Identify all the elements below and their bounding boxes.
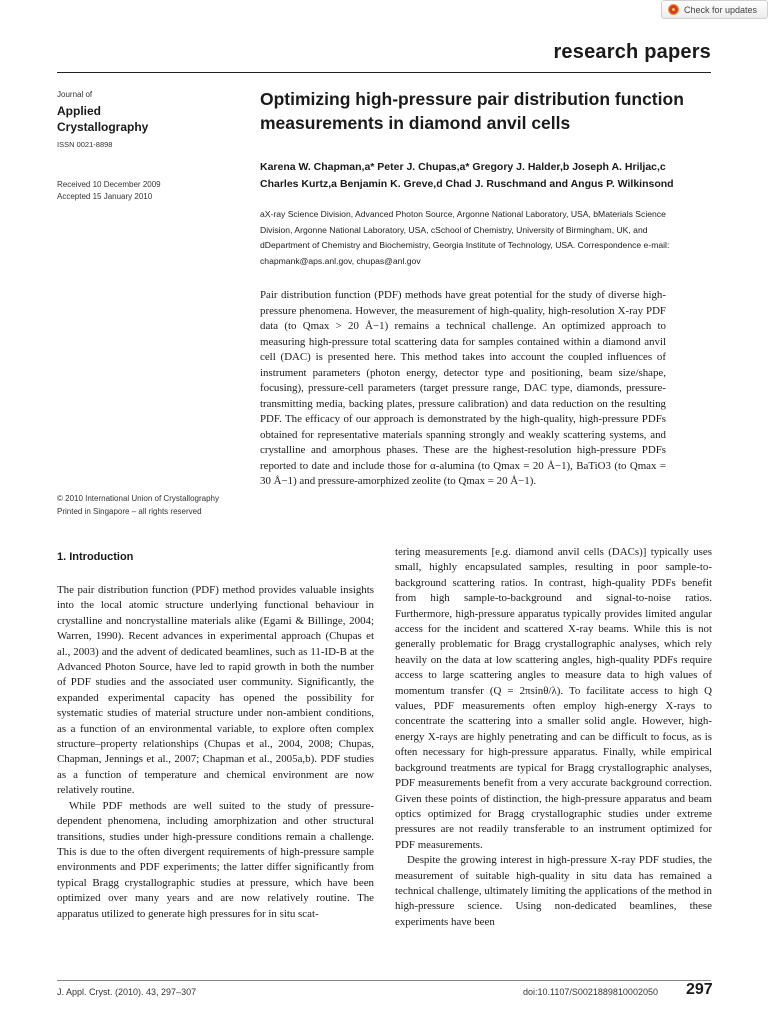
intro-paragraph-2: While PDF methods are well suited to the study of pressure-dependent phenomena, including amorphization and other structural transitions, studies under high-pressure conditions remain a challenge. This is due to the often divergent requirements of high-pressure sample environments and PDF experiments; the latter differ significantly from typical Bragg crystallographic studies at pressure, which have been optimized over many years and are now relatively routine. The apparatus utilized to generate high pressures for in situ scat- [57, 799, 374, 920]
section-title: research papers [553, 41, 711, 63]
body-column-right [395, 545, 712, 930]
authors-line2: Charles Kurtz,a Benjamin K. Greve,d Chad J. Ruschmand and Angus P. Wilkinsond [260, 178, 674, 190]
journal-label: Journal of [57, 90, 93, 99]
body-column-left [57, 583, 374, 922]
intro-paragraph-1: The pair distribution function (PDF) method provides valuable insights into the local atomic structure underlying functional behaviour in crystalline and noncrystalline materials alike (Egami & Billinge, 2004; Warren, 1990). Recent advances in experimental approach (Chupas et al., 2003) and the advent of dedicated beamlines, such as 11-ID-B at the Advanced Photon Source, have led to rapid growth in both the number of PDF studies and the associated user community. Significantly, the expanded experimental capacity has opened the possibility for systematic studies of material structure under non-ambient conditions, as a function of an environmental variable, to explore often complex structure–property relationships (Chupas et al., 2004, 2008; Chupas, Chapman, Jennings et al., 2007; Chapman et al., 2005a,b). PDF studies as a function of temperature and chemical environment are now relatively routine. [57, 584, 374, 797]
article-title [260, 87, 720, 135]
copyright-notice [57, 492, 219, 518]
journal-name-line2: Crystallography [57, 120, 149, 134]
affiliations: aX-ray Science Division, Advanced Photon Source, Argonne National Laboratory, USA, bMaterials Science Division, Argonne National Laboratory, USA, cSchool of Chemistry, University of Birmingham, UK, and dDepartment of Chemistry and Biochemistry, Georgia Institute of Technology, USA. Correspondence e-mail: chapmank@aps.anl.gov, chupas@anl.gov [260, 209, 670, 266]
authors-line1: Karena W. Chapman,a* Peter J. Chupas,a* Gregory J. Halder,b Joseph A. Hriljac,c [260, 161, 666, 173]
journal-name [57, 103, 177, 135]
copyright-line1: © 2010 International Union of Crystallography [57, 494, 219, 503]
accepted-date: Accepted 15 January 2010 [57, 192, 153, 201]
journal-name-line1: Applied [57, 104, 101, 118]
author-list [260, 159, 720, 193]
abstract: Pair distribution function (PDF) methods have great potential for the study of diverse high-pressure phenomena. However, the measurement of high-quality, high-resolution X-ray PDF data (to Qmax > 20 Å−1) remains a technical challenge. An optimized approach to measuring high-pressure total scattering data for samples contained within a diamond anvil cell (DAC) is presented here. This method takes into account the coupled influences of instrument parameters (photon energy, detector type and positioning, beam size/shape, focusing), pressure-cell parameters (target pressure range, DAC type, diamonds, pressure-transmitting media, backing plates, pressure calibration) and data reduction on the resulting PDF. The efficacy of our approach is demonstrated by the high-quality, high-pressure PDFs obtained for representative materials spanning strongly and weakly scattering systems, and crystalline and amorphous phases. These are the highest-resolution high-pressure PDFs reported to date and include those for α-alumina (to Qmax = 20 Å−1), BaTiO3 (to Qmax = 30 Å−1) and pressure-amorphized zeolite (to Qmax = 20 Å−1). [260, 289, 666, 487]
article-dates [57, 179, 161, 203]
intro-paragraph-3: tering measurements [e.g. diamond anvil cells (DACs)] typically uses small, highly encapsulated samples, resulting in poor sample-to-background scattering ratios. In contrast, high-quality PDFs benefit from high sample-to-background and signal-to-noise ratios. Furthermore, high-pressure apparatus typically provides limited angular access for the incident and scattered X-ray beams. While this is not generally problematic for Bragg crystallographic analyses, which rely heavily on the data at low scattering angles, high-quality PDFs require access to large scattering angles to measure data to high values of momentum transfer (Q = 2πsinθ/λ). To facilitate access to high Q values, PDF measurements often employ high-energy X-rays to concentrate the scattering into a smaller solid angle. However, high-energy X-rays are highly penetrating and can be difficult to focus, as is often necessary for high-pressure apparatus. Finally, while empirical background treatments are typical for Bragg crystallographic analyses, PDF measurements benefit from a very accurate background correction. Given these points of distinction, the high-pressure apparatus and beam optics optimized for Bragg crystallographic studies under extreme pressures are not readily transferable to an instrument optimized for PDF measurements. [395, 546, 712, 851]
received-date: Received 10 December 2009 [57, 180, 161, 189]
journal-citation: J. Appl. Cryst. (2010). 43, 297–307 [57, 987, 197, 997]
footer-divider [57, 980, 711, 981]
article-title-line1: Optimizing high-pressure pair distribution function [260, 89, 684, 109]
article-title-line2: measurements in diamond anvil cells [260, 113, 571, 133]
header-divider [57, 72, 711, 73]
section-heading-introduction: 1. Introduction [57, 551, 134, 563]
doi-link[interactable]: doi:10.1107/S0021889810002050 [523, 987, 658, 997]
intro-paragraph-4: Despite the growing interest in high-pressure X-ray PDF studies, the measurement of suitable high-quality in situ data has remained a technical challenge, ultimately limiting the applications of the method in high-pressure science. Using non-dedicated beamlines, these experiments have been [395, 854, 712, 928]
check-for-updates-label: Check for updates [684, 4, 758, 15]
crossmark-icon [668, 4, 679, 15]
copyright-line2: Printed in Singapore – all rights reserved [57, 507, 202, 516]
page-number: 297 [686, 981, 713, 998]
issn: ISSN 0021-8898 [57, 140, 113, 149]
check-for-updates-button[interactable] [661, 0, 768, 19]
